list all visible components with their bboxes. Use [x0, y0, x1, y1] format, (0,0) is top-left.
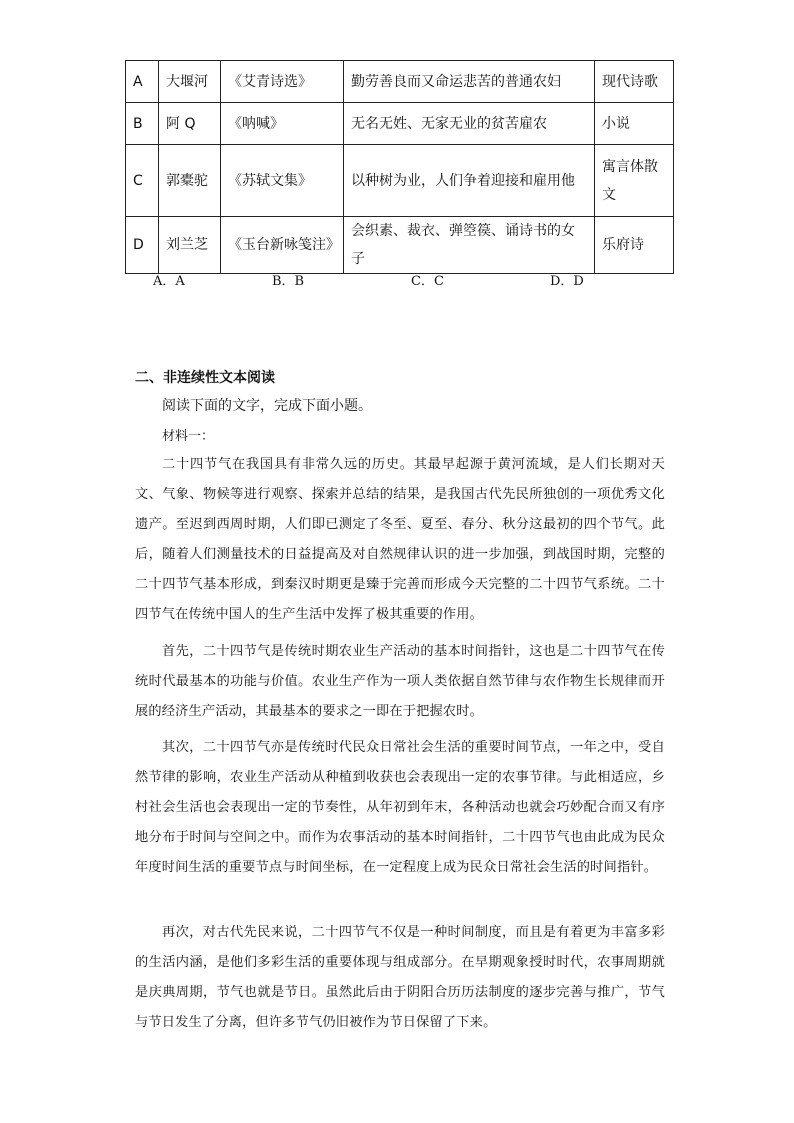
- reading-instruction: 阅读下面的文字，完成下面小题。: [162, 398, 372, 414]
- character-name: 郭橐驼: [159, 145, 221, 217]
- work-title: 《艾青诗选》: [221, 61, 344, 103]
- option-letter: B: [126, 103, 159, 145]
- choice-d[interactable]: D．D: [550, 274, 584, 289]
- paragraph-2: 首先，二十四节气是传统时期农业生产活动的基本时间指针，这也是二十四节气在传统时代最基本的功能与价值。农业生产作为一项人类依据自然节律与农作物生长规律而开展的经济生产活动，其最基本的要求之一即在于把握农时。: [135, 644, 665, 719]
- character-description: 勤劳善良而又命运悲苦的普通农妇: [344, 61, 595, 103]
- paragraph-1: 二十四节气在我国具有非常久远的历史。其最早起源于黄河流域，是人们长期对天文、气象、物候等进行观察、探索并总结的结果，是我国古代先民所独创的一项优秀文化遗产。至迟到西周时期，人们即已测定了冬至、夏至、春分、秋分这最初的四个节气。此后，随着人们测量技术的日益提高及对自然规律认识的进一步加强，到战国时期，完整的二十四节气基本形成，到秦汉时期更是臻于完善而形成今天完整的二十四节气系统。二十四节气在传统中国人的生产生活中发挥了极其重要的作用。: [135, 457, 665, 622]
- genre: 现代诗歌: [595, 61, 674, 103]
- character-description: 无名无姓、无家无业的贫苦雇农: [344, 103, 595, 145]
- paragraph-3: 其次，二十四节气亦是传统时代民众日常社会生活的重要时间节点，一年之中，受自然节律的影响，农业生产活动从种植到收获也会表现出一定的农事节律。与此相适应，乡村社会生活也会表现出一定的节奏性，从年初到年末，各种活动也就会巧妙配合而又有序地分布于时间与空间之中。而作为农事活动的基本时间指针，二十四节气也由此成为民众年度时间生活的重要节点与时间坐标，在一定程度上成为民众日常社会生活的时间指针。: [135, 740, 665, 875]
- work-title: 《玉台新咏笺注》: [221, 217, 344, 274]
- choice-c[interactable]: C．C: [411, 274, 444, 289]
- table-row: [126, 103, 674, 145]
- character-name: 阿 Q: [159, 103, 221, 145]
- work-title: 《呐喊》: [221, 103, 344, 145]
- material-label: 材料一：: [162, 429, 215, 444]
- character-name: 大堰河: [159, 61, 221, 103]
- options-table: [125, 60, 674, 274]
- section-title: 二、非连续性文本阅读: [135, 370, 275, 386]
- character-description: 会织素、裁衣、弹箜篌、诵诗书的女子: [344, 217, 595, 274]
- work-title: 《苏轼文集》: [221, 145, 344, 217]
- answer-choices: [0, 270, 794, 288]
- genre: 乐府诗: [595, 217, 674, 274]
- paragraph-4: 再次，对古代先民来说，二十四节气不仅是一种时间制度，而且是有着更为丰富多彩的生活内涵，是他们多彩生活的重要体现与组成部分。在早期观象授时时代，农事周期就是庆典周期，节气也就是节日。虽然此后由于阴阳合历历法制度的逐步完善与推广，节气与节日发生了分离，但许多节气仍旧被作为节日保留了下来。: [135, 925, 665, 1030]
- character-description: 以种树为业，人们争着迎接和雇用他: [344, 145, 595, 217]
- choice-a[interactable]: A．A: [153, 274, 185, 289]
- genre: 寓言体散文: [595, 145, 674, 217]
- genre: 小说: [595, 103, 674, 145]
- table-row: [126, 61, 674, 103]
- option-letter: C: [126, 145, 159, 217]
- character-name: 刘兰芝: [159, 217, 221, 274]
- table-row: [126, 145, 674, 217]
- choice-b[interactable]: B．B: [272, 274, 305, 289]
- option-letter: D: [126, 217, 159, 274]
- table-row: [126, 217, 674, 274]
- option-letter: A: [126, 61, 159, 103]
